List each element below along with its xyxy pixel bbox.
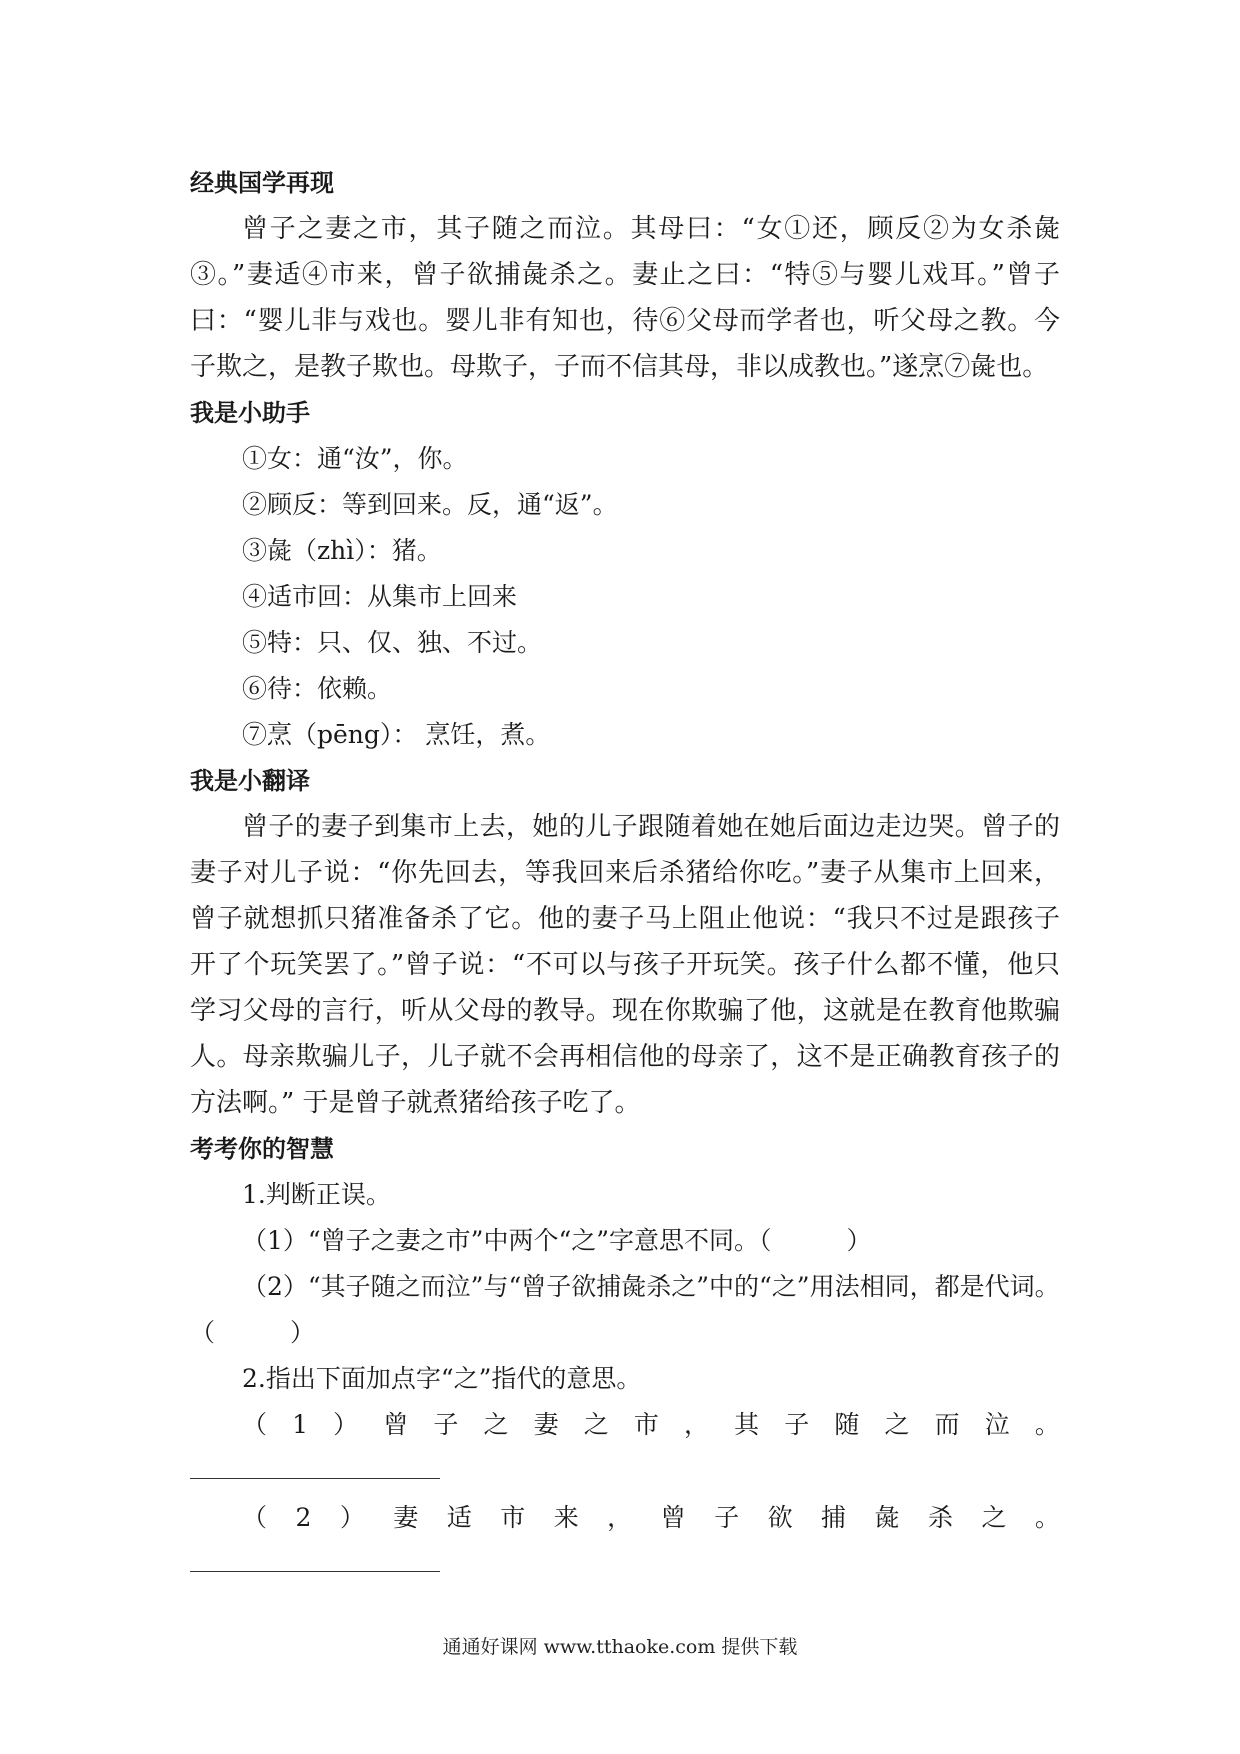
char: ， bbox=[684, 1410, 710, 1439]
section-heading-classic: 经典国学再现 bbox=[190, 169, 334, 197]
page-footer: 通通好课网 www.tthaoke.com 提供下载 bbox=[442, 1636, 798, 1658]
char: 之 bbox=[583, 1410, 609, 1439]
char: 其 bbox=[734, 1410, 760, 1439]
char: 子 bbox=[784, 1410, 810, 1439]
question-2-prompt: 2.指出下面加点字“之”指代的意思。 bbox=[242, 1364, 642, 1393]
char: 随 bbox=[834, 1410, 860, 1439]
char: 。 bbox=[1034, 1410, 1060, 1439]
question-1-item-1: （1）“曾子之妻之市”中两个“之”字意思不同。（ ） bbox=[242, 1226, 872, 1255]
note-item: ⑤特：只、仅、独、不过。 bbox=[242, 628, 543, 657]
char: 。 bbox=[1034, 1503, 1060, 1532]
note-item: ①女：通“汝”，你。 bbox=[242, 444, 468, 473]
question-2-item-2 bbox=[242, 1495, 1060, 1541]
question-2-item-1 bbox=[242, 1402, 1060, 1448]
char: 妻 bbox=[533, 1410, 559, 1439]
classical-text-paragraph: 曾子之妻之市，其子随之而泣。其母曰：“女①还，顾反②为女杀彘③。”妻适④市来，曾子欲捕彘杀之。妻止之曰：“特⑤与婴儿戏耳。”曾子曰：“婴儿非与戏也。婴儿非有知也，待⑥父母而学者也，听父母之教。今子欺之，是教子欺也。母欺子，子而不信其母，非以成教也。”遂烹⑦彘也。 bbox=[190, 214, 1060, 382]
char: 市 bbox=[633, 1410, 659, 1439]
char: 市 bbox=[500, 1503, 526, 1532]
char: 捕 bbox=[821, 1503, 847, 1532]
document-body bbox=[190, 160, 1060, 1588]
note-item: ⑥待：依赖。 bbox=[242, 674, 393, 703]
answer-blank-2[interactable] bbox=[190, 1541, 440, 1572]
section-heading-quiz: 考考你的智慧 bbox=[190, 1135, 334, 1163]
char: 泣 bbox=[984, 1410, 1010, 1439]
section-heading-translation: 我是小翻译 bbox=[190, 767, 310, 795]
char: 杀 bbox=[927, 1503, 953, 1532]
char: 妻 bbox=[393, 1503, 419, 1532]
char: 而 bbox=[934, 1410, 960, 1439]
char: 之 bbox=[483, 1410, 509, 1439]
char: 子 bbox=[433, 1410, 459, 1439]
char: ） bbox=[339, 1503, 365, 1532]
char: 子 bbox=[714, 1503, 740, 1532]
char: 之 bbox=[981, 1503, 1007, 1532]
char: ， bbox=[607, 1503, 633, 1532]
char: 曾 bbox=[383, 1410, 409, 1439]
char: （ bbox=[242, 1410, 268, 1439]
char: （ bbox=[242, 1503, 268, 1532]
char: ） bbox=[333, 1410, 359, 1439]
char: 欲 bbox=[767, 1503, 793, 1532]
note-item: ④适市回：从集市上回来 bbox=[242, 582, 518, 611]
char: 彘 bbox=[874, 1503, 900, 1532]
note-item: ③彘（zhì）：猪。 bbox=[242, 536, 442, 565]
question-1-item-2: （2）“其子随之而泣”与“曾子欲捕彘杀之”中的“之”用法相同，都是代词。（ ） bbox=[190, 1272, 1060, 1347]
char: 2 bbox=[295, 1503, 312, 1532]
char: 适 bbox=[446, 1503, 472, 1532]
translation-paragraph: 曾子的妻子到集市上去，她的儿子跟随着她在她后面边走边哭。曾子的妻子对儿子说：“你先回去，等我回来后杀猪给你吃。”妻子从集市上回来，曾子就想抓只猪准备杀了它。他的妻子马上阻止他说：“我只不过是跟孩子开了个玩笑罢了。”曾子说：“不可以与孩子开玩笑。孩子什么都不懂，他只学习父母的言行，听从父母的教导。现在你欺骗了他，这就是在教育他欺骗人。母亲欺骗儿子，儿子就不会再相信他的母亲了，这不是正确教育孩子的方法啊。” 于是曾子就煮猪给孩子吃了。 bbox=[190, 812, 1060, 1118]
char: 1 bbox=[292, 1410, 309, 1439]
question-1-prompt: 1.判断正误。 bbox=[242, 1180, 391, 1209]
char: 曾 bbox=[660, 1503, 686, 1532]
section-heading-helper: 我是小助手 bbox=[190, 399, 310, 427]
char: 来 bbox=[553, 1503, 579, 1532]
note-item: ②顾反：等到回来。反，通“返”。 bbox=[242, 490, 618, 519]
note-item: ⑦烹（pēng）： 烹饪，煮。 bbox=[242, 720, 551, 749]
answer-blank-1[interactable] bbox=[190, 1448, 440, 1479]
char: 之 bbox=[884, 1410, 910, 1439]
